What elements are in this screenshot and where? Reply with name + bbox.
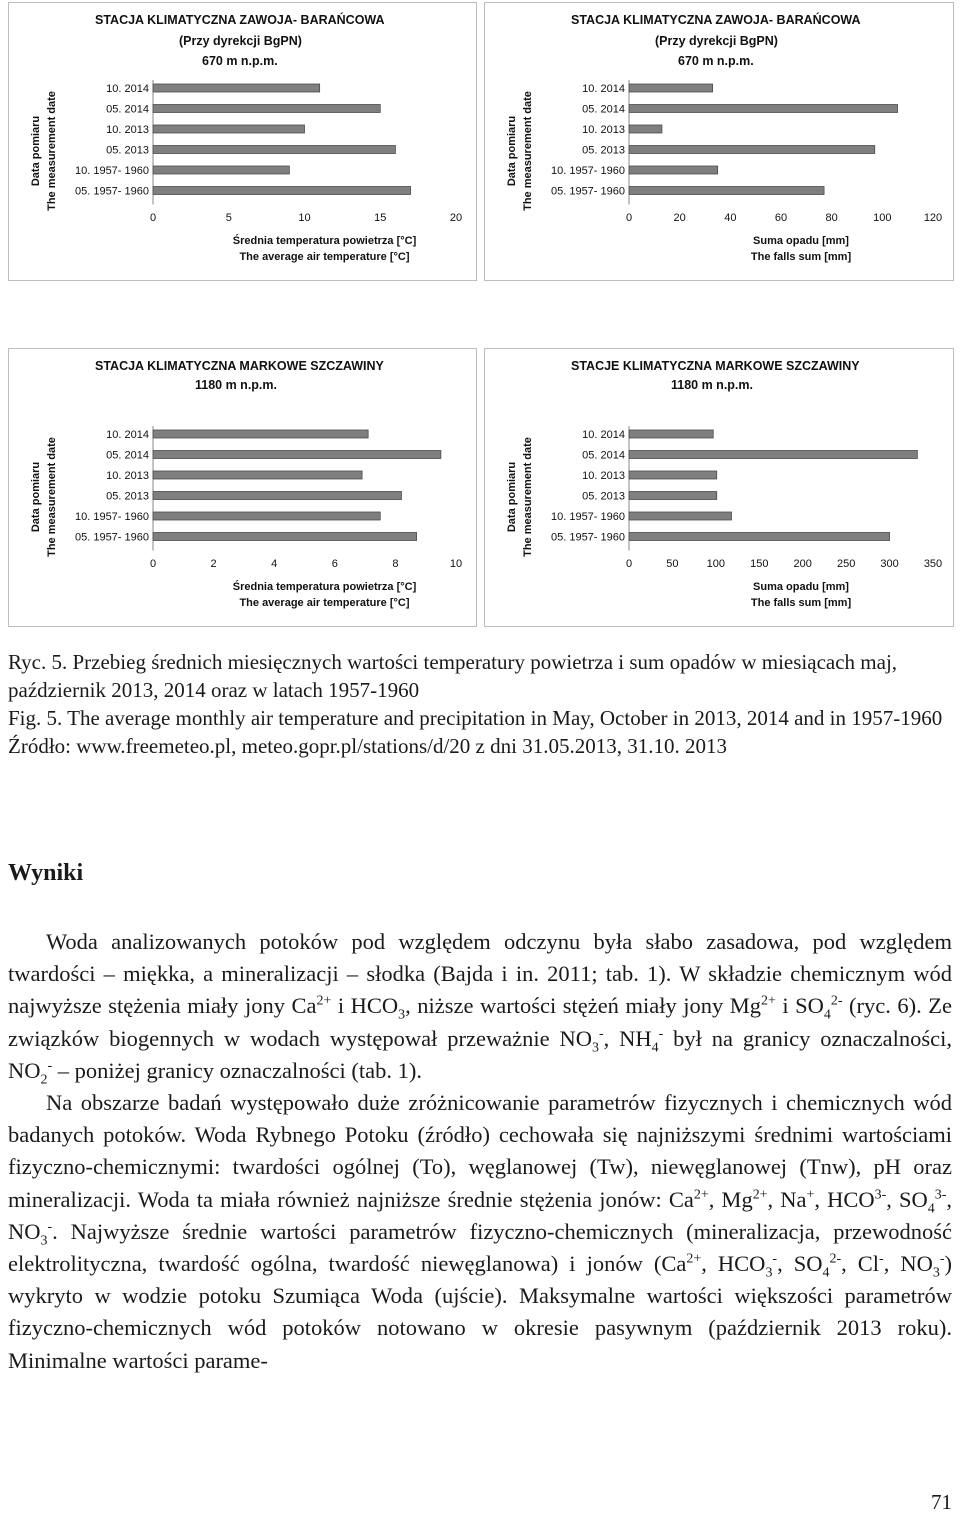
x-tick-label: 40 — [724, 212, 737, 224]
x-tick-label: 50 — [666, 558, 679, 570]
chart-elevation: 1180 m n.p.m. — [671, 378, 753, 392]
x-tick-label: 4 — [271, 558, 278, 570]
y-axis-label-en: The measurement date — [46, 91, 58, 211]
x-tick-label: 300 — [880, 558, 899, 570]
bar — [153, 125, 305, 133]
category-label: 10. 1957- 1960 — [74, 511, 149, 523]
category-label: 10. 1957- 1960 — [550, 165, 625, 177]
chart-title: STACJA KLIMATYCZNA ZAWOJA- BARAŃCOWA — [95, 13, 385, 27]
paragraph-2: Na obszarze badań występowało duże zróżnicowanie parametrów fizycznych i chemicznych wód badanych potoków. Woda Rybnego Potoku (źródło) cechowała się najniższymi średnimi wartościami fizyczno-chemicznymi: twardości ogólnej (To), węglanowej (Tw), niewęglanowej (Tnw), pH oraz mineralizacji. Woda ta miała również najniższe średnie stężenia jonów: $Ca^{2+}$, $Mg^{2+}$, Na+, $HCO^{3-}$, $SO_4^{3-}$, $NO_3^-$. Najwyższe średnie wartości parametrów fizyczno-chemicznych (mineralizacja, przewodność elektrolityczna, twardość ogólna, twardość niewęglanowa) i jonów ($Ca^{2+}$, $HCO_3^-$, $SO_4^{2-}$, Cl-, $NO_3^-$) wykryto w wodzie potoku Szumiąca Woda (ujście). Maksymalne wartości większości parametrów fizyczno-chemicznych wód potoków notowano w okresie pasywnym (październik 2013 roku). Minimalne wartości parame- — [8, 1090, 953, 1373]
chart-zawoja-precipitation — [484, 2, 954, 281]
x-tick-label: 0 — [149, 212, 157, 224]
chart-zawoja-temperature-svg — [9, 3, 476, 280]
category-label: 10. 2014 — [582, 429, 625, 441]
category-label: 05. 2014 — [106, 103, 149, 116]
page-number: 71 — [931, 1490, 952, 1514]
x-tick-label: 0 — [149, 558, 157, 570]
paragraph-1: Woda analizowanych potoków pod względem odczynu była słabo zasadowa, pod względem twardości – miękka, a mineralizacji – słodka (Bajda i in. 2011; tab. 1). W składzie chemicznym wód najwyższe stężenia miały jony $Ca^{2+}$ i $HCO_3$, niższe wartości stężeń miały jony $Mg^{2+}$ i $SO_4^{2-}$ (ryc. 6). Ze związków biogennych w wodach występował przeważnie $NO_3^-$, $NH_4^-$ był na granicy oznaczalności, $NO_2^-$ – poniżej granicy oznaczalności (tab. 1). — [8, 929, 953, 1088]
bar — [153, 451, 441, 459]
x-tick-label: 5 — [225, 212, 232, 224]
y-axis-label: Data pomiaru — [506, 461, 518, 533]
x-tick-label: 100 — [706, 558, 726, 570]
chart-elevation: 670 m n.p.m. — [202, 54, 278, 68]
x-axis-label-en: The average air temperature [°C] — [239, 597, 410, 609]
category-label: 10. 2013 — [582, 124, 625, 136]
x-axis-label: Średnia temperatura powietrza [°C] — [232, 235, 417, 247]
x-tick-label: 60 — [774, 212, 788, 224]
bar — [153, 492, 401, 500]
category-label: 10. 2013 — [106, 124, 149, 136]
bar — [153, 471, 362, 479]
caption-english: Fig. 5. The average monthly air temperature and precipitation in May, October in 2013, 2014 and in 1957-1960 — [8, 706, 943, 730]
x-axis-label: Suma opadu [mm] — [753, 235, 849, 247]
chart-title: STACJA KLIMATYCZNA ZAWOJA- BARAŃCOWA — [571, 13, 861, 27]
x-tick-label: 350 — [923, 558, 943, 570]
category-label: 10. 2014 — [582, 83, 625, 95]
category-label: 05. 1957- 1960 — [550, 185, 625, 198]
bar — [629, 125, 662, 133]
chart-elevation: 670 m n.p.m. — [678, 54, 754, 68]
y-axis-label-en: The measurement date — [522, 91, 534, 211]
chart-markowe-precipitation — [484, 348, 954, 627]
chart-subtitle: (Przy dyrekcji BgPN) — [655, 34, 778, 48]
section-heading: Wyniki — [8, 860, 84, 886]
chart-elevation: 1180 m n.p.m. — [195, 378, 277, 392]
bar — [153, 430, 368, 438]
category-label: 05. 2013 — [582, 490, 625, 503]
y-axis-label-en: The measurement date — [46, 437, 58, 557]
y-axis-label: Data pomiaru — [30, 115, 42, 187]
bar — [153, 187, 411, 195]
x-axis-label-en: The falls sum [mm] — [750, 597, 852, 609]
x-tick-label: 15 — [374, 212, 387, 224]
x-tick-label: 120 — [923, 212, 943, 224]
x-tick-label: 6 — [331, 558, 338, 570]
body-text — [8, 926, 952, 1377]
x-tick-label: 0 — [625, 558, 633, 570]
chart-subtitle: (Przy dyrekcji BgPN) — [179, 34, 302, 48]
category-label: 05. 2013 — [106, 144, 149, 157]
bar — [153, 105, 380, 113]
category-label: 10. 2013 — [106, 470, 149, 482]
x-tick-label: 8 — [392, 558, 399, 570]
figure-caption — [8, 648, 952, 760]
category-label: 05. 2013 — [582, 144, 625, 157]
category-label: 05. 1957- 1960 — [550, 531, 625, 544]
bar — [629, 451, 917, 459]
category-label: 10. 2013 — [582, 470, 625, 482]
category-label: 05. 2013 — [106, 490, 149, 503]
bar — [153, 533, 417, 541]
x-axis-label-en: The falls sum [mm] — [750, 251, 852, 263]
bar — [153, 84, 320, 92]
bar — [629, 471, 717, 479]
caption-polish: Ryc. 5. Przebieg średnich miesięcznych wartości temperatury powietrza i sum opadów w miesiącach maj, październik 2013, 2014 oraz w latach 1957-1960 — [8, 650, 898, 702]
category-label: 10. 1957- 1960 — [550, 511, 625, 523]
x-axis-label: Suma opadu [mm] — [753, 581, 849, 593]
x-tick-label: 250 — [836, 558, 856, 570]
y-axis-label: Data pomiaru — [30, 461, 42, 533]
y-axis-label: Data pomiaru — [506, 115, 518, 187]
x-tick-label: 80 — [825, 212, 838, 224]
bar — [629, 533, 890, 541]
category-label: 05. 1957- 1960 — [74, 531, 149, 544]
x-tick-label: 100 — [873, 212, 892, 224]
category-label: 05. 1957- 1960 — [74, 185, 149, 198]
category-label: 10. 2014 — [106, 83, 149, 95]
bar — [153, 512, 380, 520]
category-label: 10. 2014 — [106, 429, 149, 441]
bar — [629, 166, 718, 174]
bar — [629, 105, 898, 113]
x-axis-label-en: The average air temperature [°C] — [239, 251, 410, 263]
bar — [629, 146, 875, 154]
x-axis-label: Średnia temperatura powietrza [°C] — [232, 581, 417, 593]
x-tick-label: 10 — [449, 558, 463, 570]
bar — [629, 84, 713, 92]
y-axis-label-en: The measurement date — [522, 437, 534, 557]
x-tick-label: 2 — [210, 558, 217, 570]
bar — [629, 430, 713, 438]
x-tick-label: 200 — [793, 558, 812, 570]
bar — [153, 146, 395, 154]
caption-source: Źródło: www.freemeteo.pl, meteo.gopr.pl/stations/d/20 z dni 31.05.2013, 31.10. 2013 — [8, 734, 727, 758]
category-label: 05. 2014 — [106, 449, 149, 462]
chart-title: STACJE KLIMATYCZNA MARKOWE SZCZAWINY — [571, 359, 860, 373]
chart-markowe-temperature — [8, 348, 477, 627]
category-label: 10. 1957- 1960 — [74, 165, 149, 177]
x-tick-label: 10 — [298, 212, 311, 224]
chart-zawoja-temperature — [8, 2, 477, 281]
chart-markowe-precipitation-svg — [485, 349, 953, 626]
chart-markowe-temperature-svg — [9, 349, 476, 626]
bar — [629, 187, 824, 195]
bar — [629, 512, 731, 520]
chart-title: STACJA KLIMATYCZNA MARKOWE SZCZAWINY — [95, 359, 384, 373]
bar — [629, 492, 717, 500]
x-tick-label: 20 — [449, 212, 463, 224]
category-label: 05. 2014 — [582, 449, 625, 462]
bar — [153, 166, 289, 174]
x-tick-label: 20 — [673, 212, 686, 224]
chart-zawoja-precipitation-svg — [485, 3, 953, 280]
category-label: 05. 2014 — [582, 103, 625, 116]
x-tick-label: 150 — [750, 558, 769, 570]
x-tick-label: 0 — [625, 212, 633, 224]
